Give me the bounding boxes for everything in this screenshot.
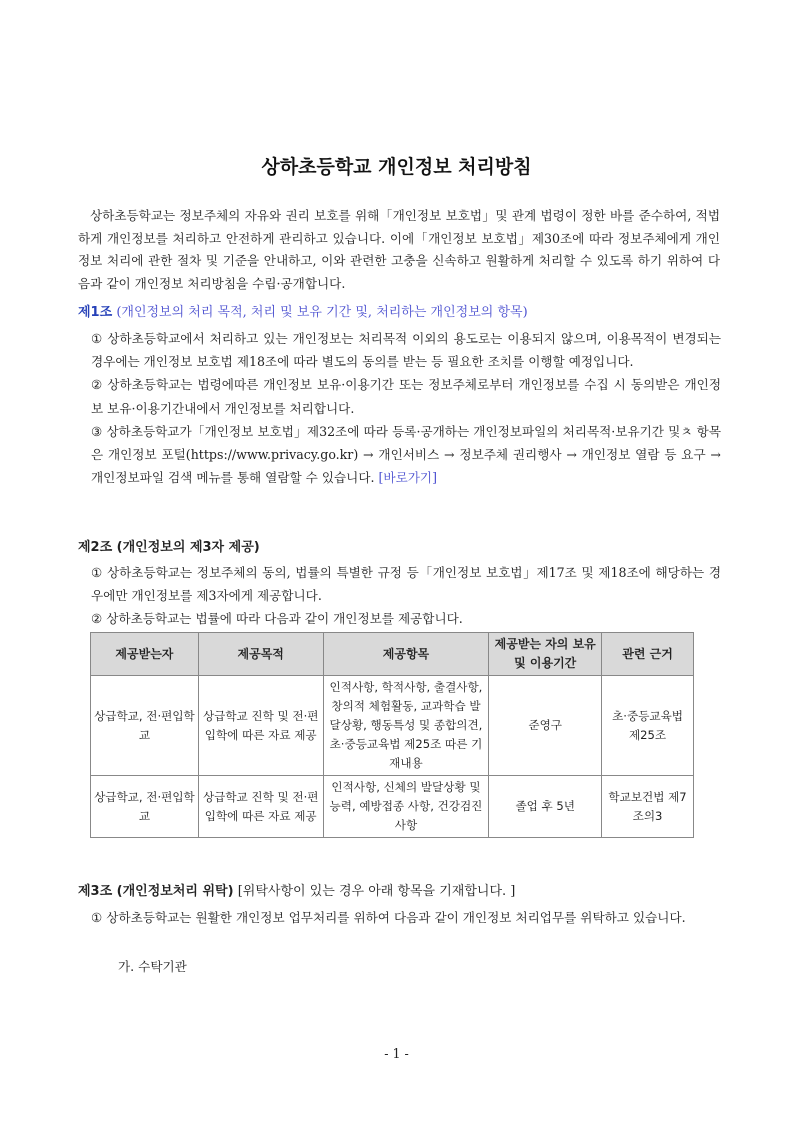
article-2-list — [91, 561, 721, 631]
table-header-row — [91, 633, 694, 676]
item-number: ① — [91, 910, 103, 925]
article-3-heading — [78, 882, 728, 902]
table-header-cell: 제공항목 — [323, 633, 489, 676]
list-item — [91, 561, 721, 607]
third-party-provision-table — [90, 632, 694, 838]
article-3-label: 제3조 (개인정보처리 위탁) — [78, 884, 234, 899]
list-item — [91, 327, 721, 373]
article-1-heading — [78, 303, 728, 323]
item-number: ② — [91, 377, 104, 393]
item-text: 상하초등학교는 정보주체의 동의, 법률의 특별한 규정 등「개인정보 보호법」제17조 및 제18조에 해당하는 경우에만 개인정보를 제3자에게 제공합니다. — [91, 565, 721, 604]
list-item — [91, 906, 721, 929]
item-number: ① — [91, 565, 103, 580]
table-cell: 학교보건법 제7조의3 — [602, 776, 694, 838]
table-cell: 상급학교, 전·편입학교 — [91, 676, 199, 776]
table-header-cell: 관련 근거 — [602, 633, 694, 676]
intro-paragraph: 상하초등학교는 정보주체의 자유와 권리 보호를 위해「개인정보 보호법」및 관계 법령이 정한 바를 준수하여, 적법하게 개인정보를 처리하고 안전하게 관리하고 있습니다. 이에「개인정보 보호법」제30조에 따라 정보주체에게 개인정보 처리에 관한 절차 및 기준을 안내하고, 이와 관련한 고충을 신속하고 원활하게 처리할 수 있도록 하기 위하여 다음과 같이 개인정보 처리방침을 수립·공개합니다. — [78, 208, 720, 291]
item-number: ② — [91, 611, 103, 627]
page-title: 상하초등학교 개인정보 처리방침 — [261, 156, 532, 178]
table-cell: 준영구 — [489, 676, 602, 776]
article-3-list — [91, 906, 721, 929]
table-cell: 초·중등교육법 제25조 — [602, 676, 694, 776]
article-2-heading — [78, 538, 728, 558]
item-text: 상하초등학교는 법률에 따라 다음과 같이 개인정보를 제공합니다. — [106, 611, 463, 627]
table-row — [91, 776, 694, 838]
shortcut-link[interactable]: [바로가기] — [378, 470, 438, 486]
item-text: 상하초등학교에서 처리하고 있는 개인정보는 처리목적 이외의 용도로는 이용되지 않으며, 이용목적이 변경되는 경우에는 개인정보 보호법 제18조에 따라 별도의 동의를 받는 등 필요한 조치를 이행할 예정입니다. — [91, 331, 721, 370]
table-row — [91, 676, 694, 776]
list-item — [91, 420, 721, 490]
table-cell: 인적사항, 신체의 발달상황 및 능력, 예방접종 사항, 건강검진 사항 — [323, 776, 489, 838]
article-2-label: 제2조 (개인정보의 제3자 제공) — [78, 540, 260, 555]
item-number: ③ — [91, 423, 103, 439]
table-header-cell: 제공받는 자의 보유 및 이용기간 — [489, 633, 602, 676]
article-1-list — [91, 327, 721, 489]
article-1-subtitle: (개인정보의 처리 목적, 처리 및 보유 기간 및, 처리하는 개인정보의 항목) — [116, 305, 528, 320]
item-text: 상하초등학교는 원활한 개인정보 업무처리를 위하여 다음과 같이 개인정보 처리업무를 위탁하고 있습니다. — [106, 910, 686, 925]
item-text: 상하초등학교가「개인정보 보호법」제32조에 따라 등록·공개하는 개인정보파일의 처리목적·보유기간 및ㅊ 항목은 개인정보 포털(https://www.privacy.go.kr) → 개인서비스 → 정보주체 권리행사 → 개인정보 열람 등 요구 → 개인정보파일 검색 메뉴를 통해 열람할 수 있습니다. — [91, 423, 722, 486]
list-item — [91, 607, 721, 630]
table-cell: 인적사항, 학적사항, 출결사항, 창의적 체험활동, 교과학습 발달상황, 행동특성 및 종합의견, 초·중등교육법 제25조 따른 기재내용 — [323, 676, 489, 776]
sub-item-label: 가. 수탁기관 — [118, 959, 187, 974]
article-1-label: 제1조 — [78, 305, 113, 320]
article-3-note: [위탁사항이 있는 경우 아래 항목을 기재합니다. ] — [237, 884, 516, 899]
table-cell: 상급학교 진학 및 전·편입학에 따른 자료 제공 — [198, 776, 323, 838]
table-cell: 졸업 후 5년 — [489, 776, 602, 838]
table-header-cell: 제공목적 — [198, 633, 323, 676]
table-cell: 상급학교 진학 및 전·편입학에 따른 자료 제공 — [198, 676, 323, 776]
table-cell: 상급학교, 전·편입학교 — [91, 776, 199, 838]
list-item — [91, 373, 721, 419]
item-number: ① — [91, 331, 104, 346]
page-number: - 1 - — [384, 1046, 409, 1061]
item-text: 상하초등학교는 법령에따른 개인정보 보유·이용기간 또는 정보주체로부터 개인정보를 수집 시 동의받은 개인정보 보유·이용기간내에서 개인정보를 처리합니다. — [91, 377, 721, 416]
table-header-cell: 제공받는자 — [91, 633, 199, 676]
